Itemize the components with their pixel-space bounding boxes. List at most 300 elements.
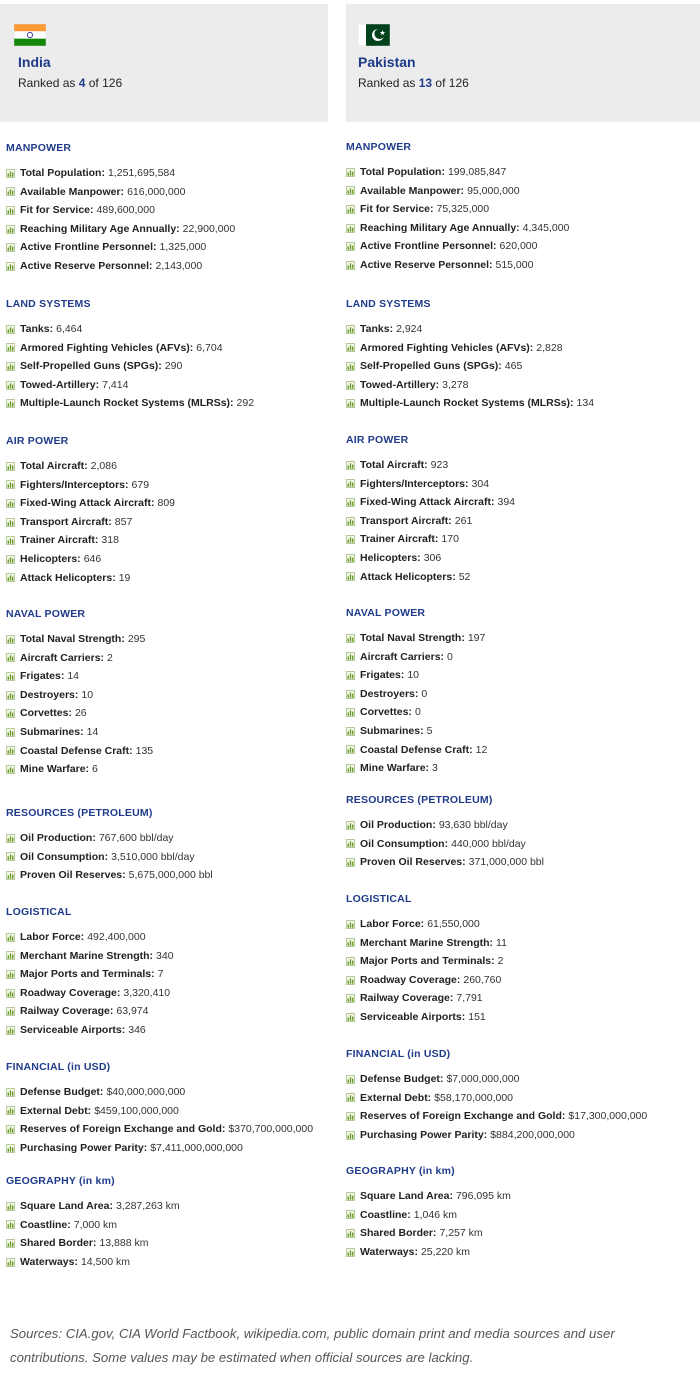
stat-value: 371,000,000 bbl [468, 856, 544, 869]
stat-row [6, 531, 175, 550]
stat-value: 135 [135, 744, 154, 757]
stat-label[interactable]: Active Frontline Personnel: [20, 241, 157, 254]
stat-value: $58,170,000,000 [434, 1091, 514, 1104]
stat-label[interactable]: Serviceable Airports: [20, 1023, 126, 1036]
bar-chart-icon [346, 205, 355, 214]
bar-chart-icon [6, 970, 15, 979]
stat-value: 340 [156, 949, 174, 962]
stat-label[interactable]: Aircraft Carriers: [20, 651, 105, 664]
rank-line [18, 76, 122, 90]
stat-value: 26 [74, 707, 87, 720]
stat-label[interactable]: Total Aircraft: [20, 460, 88, 472]
stat-label[interactable]: Shared Border: [20, 1237, 97, 1250]
bar-chart-icon [6, 852, 15, 861]
stat-row [346, 256, 569, 275]
stat-value: 7,257 km [439, 1227, 483, 1240]
stat-row [346, 629, 487, 648]
stat-value: 75,325,000 [436, 203, 490, 216]
stat-value: 0 [421, 687, 428, 700]
bar-chart-icon [6, 1144, 15, 1153]
stat-label[interactable]: Fighters/Interceptors: [360, 477, 469, 490]
stat-label[interactable]: Fit for Service: [360, 203, 434, 216]
stat-label[interactable]: Attack Helicopters: [360, 570, 456, 583]
stat-value: 25,220 km [420, 1245, 470, 1258]
bar-chart-icon [346, 839, 355, 848]
stat-row [6, 1002, 174, 1021]
country-name[interactable]: India [18, 54, 51, 70]
stat-value: 95,000,000 [467, 184, 520, 197]
stat-value: 19 [118, 571, 131, 584]
stat-row [346, 853, 544, 872]
section-air-power [346, 434, 515, 586]
stat-value: 52 [458, 570, 471, 583]
stat-value: 616,000,000 [127, 185, 186, 198]
sources-note: Sources: CIA.gov, CIA World Factbook, wikipedia.com, public domain print and media sources and user contributions. Some values may be estimated when official sources are lacking. [10, 1326, 615, 1365]
stat-label[interactable]: Transport Aircraft: [20, 515, 112, 528]
bar-chart-icon [346, 938, 355, 947]
stat-label[interactable]: Helicopters: [360, 551, 421, 564]
stat-row [346, 915, 507, 934]
rank-line [358, 76, 469, 90]
stat-row [6, 220, 235, 239]
india-flag-icon [14, 24, 46, 46]
stat-row [346, 200, 569, 219]
stat-label[interactable]: Labor Force: [20, 931, 85, 943]
stat-value: 2 [107, 651, 113, 664]
stat-value: 7,000 km [73, 1218, 117, 1231]
stat-label[interactable]: Towed-Artillery: [20, 378, 100, 391]
stat-label[interactable]: Oil Consumption: [360, 837, 449, 850]
section-title: GEOGRAPHY (in km) [346, 1165, 455, 1177]
stat-label[interactable]: Trainer Aircraft: [20, 534, 99, 547]
stat-row [6, 476, 175, 495]
stat-label[interactable]: Mine Warfare: [360, 762, 430, 775]
section-title: RESOURCES (PETROLEUM) [346, 794, 493, 806]
stat-row [6, 183, 235, 202]
stat-row [346, 1070, 647, 1089]
bar-chart-icon [346, 242, 355, 251]
bar-chart-icon [6, 169, 15, 178]
stat-label[interactable]: Serviceable Airports: [360, 1010, 466, 1023]
stat-value: $17,300,000,000 [568, 1110, 648, 1123]
stat-label[interactable]: Armored Fighting Vehicles (AFVs): [20, 341, 194, 354]
section-title: MANPOWER [6, 142, 72, 154]
section-land-systems [346, 298, 594, 413]
stat-row [6, 649, 153, 668]
bar-chart-icon [346, 479, 355, 488]
stat-label[interactable]: Fighters/Interceptors: [20, 478, 129, 491]
stat-value: 3,278 [442, 378, 469, 391]
stat-label[interactable]: Helicopters: [20, 552, 81, 565]
bar-chart-icon [6, 1202, 15, 1211]
stat-row [6, 257, 235, 276]
bar-chart-icon [346, 994, 355, 1003]
stat-label[interactable]: Corvettes: [20, 707, 72, 720]
bar-chart-icon [346, 343, 355, 352]
stat-row [6, 513, 175, 532]
stat-value: 93,630 bbl/day [438, 819, 508, 831]
section-title: NAVAL POWER [6, 608, 86, 620]
stat-label[interactable]: Submarines: [360, 724, 424, 737]
stat-label[interactable]: Corvettes: [360, 706, 412, 719]
bar-chart-icon [346, 1112, 355, 1121]
section-geography-in-km [346, 1165, 511, 1261]
stat-row [346, 971, 507, 990]
stat-label[interactable]: Available Manpower: [360, 184, 465, 197]
stat-row [6, 1021, 174, 1040]
stat-label[interactable]: Destroyers: [360, 687, 419, 700]
section-title: RESOURCES (PETROLEUM) [6, 807, 153, 819]
stat-row [6, 357, 254, 376]
stat-row [346, 320, 594, 339]
stat-row [6, 320, 254, 339]
stat-label[interactable]: External Debt: [20, 1104, 92, 1117]
section-title: LOGISTICAL [6, 906, 72, 918]
stat-label[interactable]: Total Population: [20, 167, 105, 179]
bar-chart-icon [6, 834, 15, 843]
stat-row [346, 722, 487, 741]
section-manpower [6, 142, 235, 276]
bar-chart-icon [346, 1210, 355, 1219]
stat-label[interactable]: Reaching Military Age Annually: [360, 221, 520, 234]
bar-chart-icon [6, 746, 15, 755]
stat-row [346, 1126, 647, 1145]
stat-row [346, 952, 507, 971]
stat-label[interactable]: Attack Helicopters: [20, 571, 116, 584]
stat-row [346, 394, 594, 413]
stat-label[interactable]: Proven Oil Reserves: [360, 856, 466, 869]
stat-label[interactable]: Railway Coverage: [360, 992, 454, 1005]
stat-row [346, 648, 487, 667]
bar-chart-icon [6, 1007, 15, 1016]
stat-value: 5,675,000,000 bbl [128, 869, 213, 882]
stat-label[interactable]: Defense Budget: [20, 1086, 104, 1098]
stat-label[interactable]: Reaching Military Age Annually: [20, 222, 180, 235]
stat-label[interactable]: Major Ports and Terminals: [360, 955, 495, 968]
stat-label[interactable]: Reserves of Foreign Exchange and Gold: [360, 1110, 566, 1123]
stat-label[interactable]: Oil Production: [360, 819, 436, 831]
stat-value: $7,000,000,000 [446, 1073, 520, 1085]
stat-row [346, 163, 569, 182]
stat-value: 489,600,000 [96, 204, 155, 217]
bar-chart-icon [6, 1026, 15, 1035]
rank-suffix: of 126 [88, 76, 123, 90]
bar-chart-icon [346, 535, 355, 544]
stat-row [346, 339, 594, 358]
stat-label[interactable]: Destroyers: [20, 688, 79, 701]
stat-label[interactable]: Mine Warfare: [20, 763, 90, 776]
stat-row [346, 835, 544, 854]
stat-label[interactable]: Multiple-Launch Rocket Systems (MLRSs): [20, 397, 234, 410]
stat-value: 465 [504, 360, 523, 373]
rank-suffix: of 126 [435, 76, 469, 90]
stat-value: 14 [86, 725, 99, 738]
section-resources-petroleum [346, 794, 544, 872]
stat-label[interactable]: Waterways: [360, 1245, 418, 1258]
rank-prefix: Ranked as [18, 76, 76, 90]
section-title: LAND SYSTEMS [346, 298, 431, 310]
stat-value: 2,924 [396, 323, 423, 335]
stat-label[interactable]: Frigates: [20, 670, 65, 683]
stat-label[interactable]: Fit for Service: [20, 204, 94, 217]
stat-row [6, 704, 153, 723]
bar-chart-icon [346, 634, 355, 643]
stat-row [6, 630, 153, 649]
stat-value: 6,464 [56, 323, 83, 335]
bar-chart-icon [6, 653, 15, 662]
bar-chart-icon [6, 343, 15, 352]
stat-label[interactable]: Merchant Marine Strength: [360, 936, 494, 949]
bar-chart-icon [346, 764, 355, 773]
bar-chart-icon [6, 499, 15, 508]
stat-row [6, 1102, 313, 1121]
stat-label[interactable]: Oil Consumption: [20, 850, 109, 863]
section-financial-in-usd [346, 1048, 647, 1144]
bar-chart-icon [6, 871, 15, 880]
stat-row [346, 816, 544, 835]
section-title: NAVAL POWER [346, 607, 426, 619]
stat-value: 261 [454, 514, 473, 527]
stat-label[interactable]: Multiple-Launch Rocket Systems (MLRSs): [360, 397, 574, 410]
stat-label[interactable]: Square Land Area: [20, 1200, 113, 1212]
stat-value: 7,414 [102, 378, 129, 391]
bar-chart-icon [346, 671, 355, 680]
bar-chart-icon [6, 1220, 15, 1229]
stat-label[interactable]: Roadway Coverage: [360, 973, 461, 986]
bar-chart-icon [346, 1013, 355, 1022]
stat-value: 63,974 [116, 1005, 149, 1018]
bar-chart-icon [6, 1088, 15, 1097]
stat-label[interactable]: Coastal Defense Craft: [20, 744, 133, 757]
stat-row [6, 201, 235, 220]
stat-row [6, 723, 153, 742]
stat-label[interactable]: Self-Propelled Guns (SPGs): [20, 360, 162, 373]
stat-value: 1,251,695,584 [107, 167, 176, 179]
stat-row [346, 685, 487, 704]
stat-value: 809 [157, 497, 176, 510]
stat-row [6, 376, 254, 395]
bar-chart-icon [346, 727, 355, 736]
stat-label[interactable]: Active Reserve Personnel: [20, 259, 153, 272]
stat-label[interactable]: Labor Force: [360, 918, 425, 930]
stat-label[interactable]: Total Naval Strength: [360, 632, 465, 644]
stat-row [346, 219, 569, 238]
stat-label[interactable]: Self-Propelled Guns (SPGs): [360, 360, 502, 373]
bar-chart-icon [6, 1258, 15, 1267]
stat-label[interactable]: Total Naval Strength: [20, 633, 125, 645]
bar-chart-icon [6, 399, 15, 408]
stat-label[interactable]: Waterways: [20, 1255, 78, 1268]
bar-chart-icon [346, 399, 355, 408]
bar-chart-icon [6, 206, 15, 215]
stat-label[interactable]: Aircraft Carriers: [360, 650, 445, 663]
bar-chart-icon [346, 1192, 355, 1201]
bar-chart-icon [346, 1093, 355, 1102]
stat-row [346, 1008, 507, 1027]
stat-label[interactable]: Submarines: [20, 725, 84, 738]
bar-chart-icon [346, 690, 355, 699]
stat-label[interactable]: Trainer Aircraft: [360, 533, 439, 546]
stat-row [6, 667, 153, 686]
stat-label[interactable]: Roadway Coverage: [20, 986, 121, 999]
stat-row [6, 457, 175, 476]
stat-row [6, 339, 254, 358]
stat-value: 3,320,410 [123, 986, 171, 999]
stat-label[interactable]: Fixed-Wing Attack Aircraft: [360, 496, 495, 509]
stat-value: 4,345,000 [522, 221, 570, 234]
stat-value: 12 [475, 743, 488, 756]
stat-label[interactable]: Coastline: [360, 1208, 411, 1221]
bar-chart-icon [6, 728, 15, 737]
stat-row [346, 568, 515, 587]
country-name[interactable]: Pakistan [358, 54, 416, 70]
stat-row [346, 1089, 647, 1108]
bar-chart-icon [346, 517, 355, 526]
stat-value: 306 [423, 551, 442, 564]
stat-row [6, 1139, 313, 1158]
stat-label[interactable]: Available Manpower: [20, 185, 125, 198]
bar-chart-icon [346, 858, 355, 867]
stat-row [346, 1224, 511, 1243]
section-title: LOGISTICAL [346, 893, 412, 905]
stat-value: 10 [81, 688, 94, 701]
stat-row [346, 456, 515, 475]
stat-value: 14 [67, 670, 80, 683]
bar-chart-icon [346, 186, 355, 195]
stat-row [6, 829, 213, 848]
stat-label[interactable]: Merchant Marine Strength: [20, 949, 154, 962]
stat-row [346, 512, 515, 531]
stat-value: 492,400,000 [87, 931, 146, 943]
stat-label[interactable]: Active Frontline Personnel: [360, 240, 497, 253]
stat-row [6, 238, 235, 257]
stat-row [346, 1243, 511, 1262]
pakistan-flag-icon [358, 24, 390, 46]
section-logistical [346, 893, 507, 1027]
stat-row [346, 530, 515, 549]
stat-value: 260,760 [463, 973, 502, 986]
pakistan-header [346, 4, 700, 122]
stat-label[interactable]: Transport Aircraft: [360, 514, 452, 527]
stat-row [6, 1197, 180, 1216]
stat-value: 151 [468, 1010, 486, 1023]
stat-row [346, 182, 569, 201]
stat-label[interactable]: Total Population: [360, 166, 445, 178]
stat-row [346, 376, 594, 395]
stat-row [6, 164, 235, 183]
section-manpower [346, 141, 569, 275]
stat-row [346, 934, 507, 953]
bar-chart-icon [6, 518, 15, 527]
stat-label[interactable]: Proven Oil Reserves: [20, 869, 126, 882]
bar-chart-icon [346, 498, 355, 507]
stat-value: 1,325,000 [159, 241, 207, 254]
bar-chart-icon [346, 168, 355, 177]
stat-label[interactable]: Major Ports and Terminals: [20, 968, 155, 981]
stat-row [346, 357, 594, 376]
stat-value: 14,500 km [80, 1255, 130, 1268]
stat-value: 0 [447, 650, 453, 663]
stat-value: $40,000,000,000 [106, 1086, 186, 1098]
stat-label[interactable]: Shared Border: [360, 1227, 437, 1240]
stat-value: 295 [127, 633, 146, 645]
section-title: MANPOWER [346, 141, 412, 153]
stat-value: 2 [497, 955, 504, 968]
stat-value: 13,888 km [99, 1237, 149, 1250]
stat-row [6, 1216, 180, 1235]
stat-label[interactable]: Fixed-Wing Attack Aircraft: [20, 497, 155, 510]
stat-value: 440,000 bbl/day [451, 837, 526, 850]
stat-row [346, 475, 515, 494]
stat-label[interactable]: Railway Coverage: [20, 1005, 114, 1018]
stat-value: 0 [414, 706, 421, 719]
stat-value: 3,287,263 km [115, 1200, 180, 1212]
stat-label[interactable]: Square Land Area: [360, 1190, 453, 1202]
stat-value: 22,900,000 [182, 222, 236, 235]
section-logistical [6, 906, 174, 1040]
stat-label[interactable]: Reserves of Foreign Exchange and Gold: [20, 1123, 226, 1136]
stat-value: 394 [497, 496, 516, 509]
stat-label[interactable]: Coastal Defense Craft: [360, 743, 473, 756]
section-title: GEOGRAPHY (in km) [6, 1175, 115, 1187]
bar-chart-icon [346, 1248, 355, 1257]
stat-row [6, 928, 174, 947]
stat-row [6, 394, 254, 413]
pakistan-column [340, 0, 700, 1258]
stat-row [6, 686, 153, 705]
rank-number[interactable]: 13 [418, 76, 433, 90]
stat-value: 304 [471, 477, 490, 490]
bar-chart-icon [6, 709, 15, 718]
bar-chart-icon [346, 261, 355, 270]
stat-label[interactable]: Armored Fighting Vehicles (AFVs): [360, 341, 534, 354]
stat-label[interactable]: External Debt: [360, 1091, 432, 1104]
stat-value: 620,000 [499, 240, 538, 253]
stat-row [346, 549, 515, 568]
stat-label[interactable]: Total Aircraft: [360, 459, 428, 471]
stat-row [346, 1107, 647, 1126]
bar-chart-icon [346, 572, 355, 581]
stat-row [346, 1206, 511, 1225]
stat-label[interactable]: Coastline: [20, 1218, 71, 1231]
bar-chart-icon [346, 920, 355, 929]
stat-label[interactable]: Tanks: [20, 323, 54, 335]
stat-row [6, 848, 213, 867]
bar-chart-icon [6, 1239, 15, 1248]
stat-row [346, 666, 487, 685]
stat-label[interactable]: Active Reserve Personnel: [360, 258, 493, 271]
bar-chart-icon [6, 765, 15, 774]
section-geography-in-km [6, 1175, 180, 1271]
stat-row [6, 1083, 313, 1102]
stat-label[interactable]: Tanks: [360, 323, 394, 335]
stat-value: 2,086 [90, 460, 117, 472]
stat-label[interactable]: Defense Budget: [360, 1073, 444, 1085]
stat-label[interactable]: Towed-Artillery: [360, 378, 440, 391]
stat-row [6, 866, 213, 885]
section-title: AIR POWER [6, 435, 69, 447]
stat-label[interactable]: Purchasing Power Parity: [360, 1128, 488, 1141]
section-title: FINANCIAL (in USD) [6, 1061, 111, 1073]
stat-label[interactable]: Oil Production: [20, 832, 96, 844]
bar-chart-icon [346, 461, 355, 470]
stat-label[interactable]: Purchasing Power Parity: [20, 1141, 148, 1154]
bar-chart-icon [346, 362, 355, 371]
bar-chart-icon [6, 635, 15, 644]
section-air-power [6, 435, 175, 587]
rank-number[interactable]: 4 [78, 76, 86, 90]
stat-label[interactable]: Frigates: [360, 669, 405, 682]
